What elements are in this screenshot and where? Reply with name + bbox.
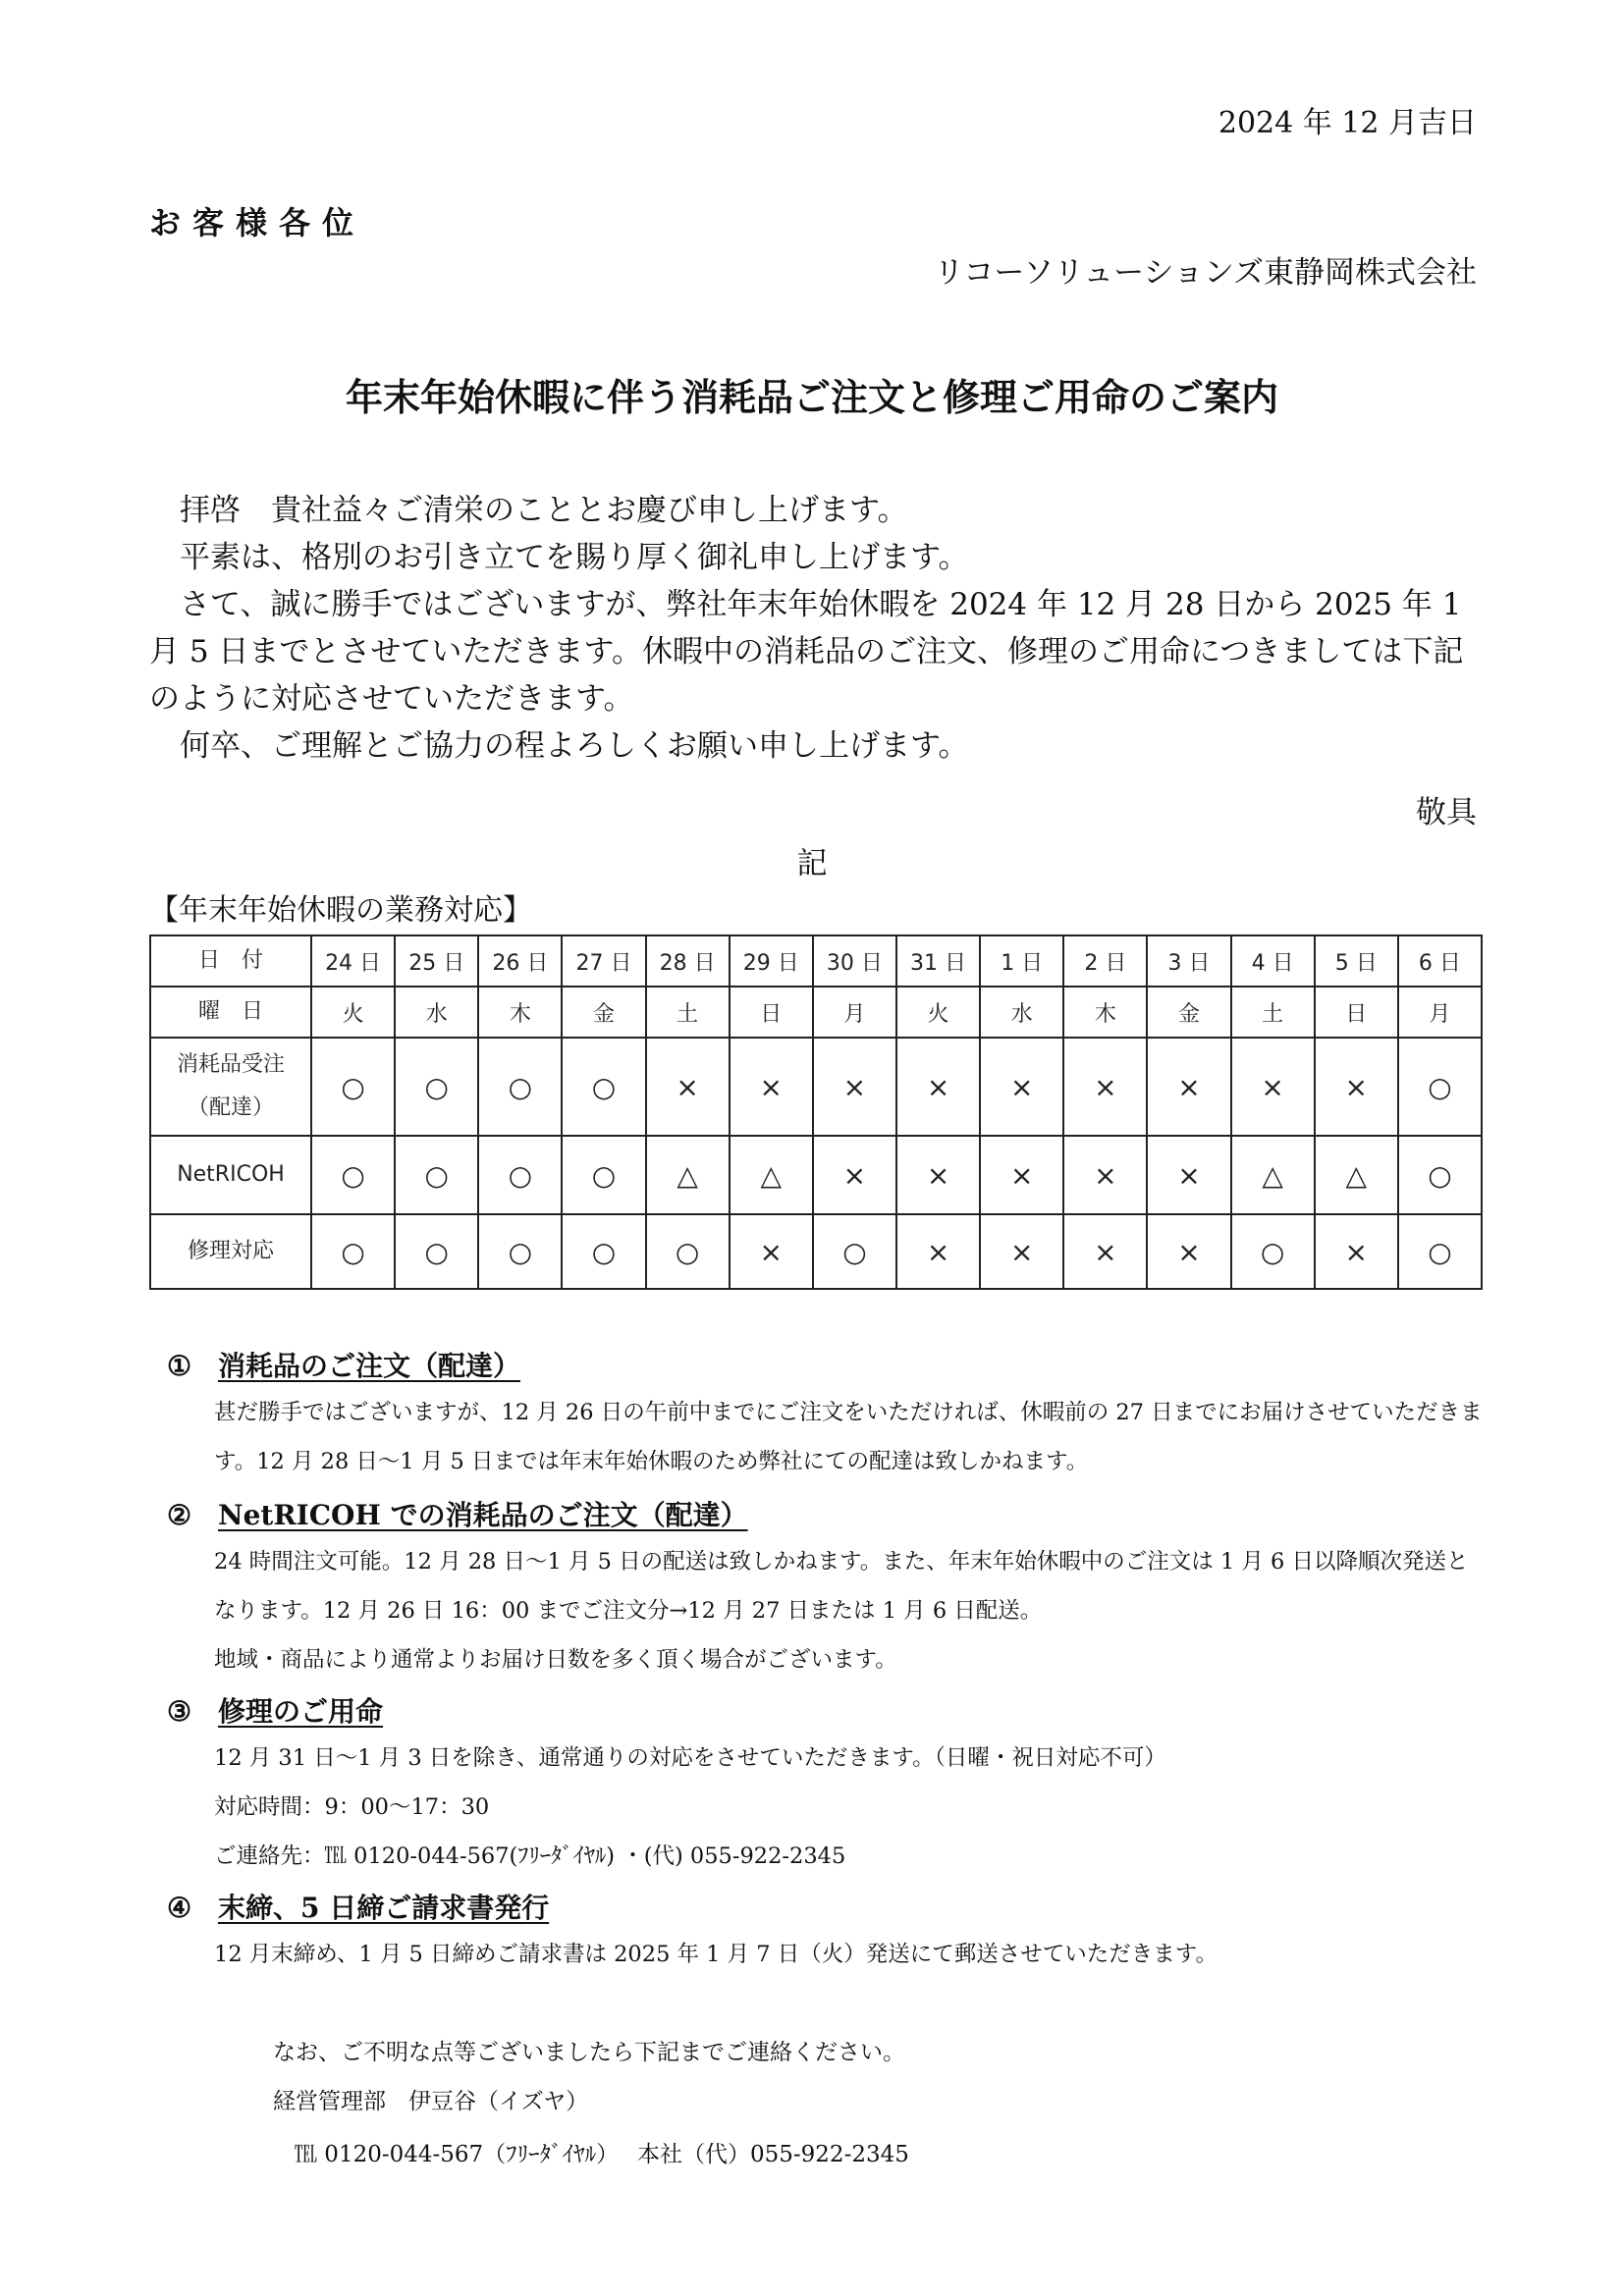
section-1-heading xyxy=(167,1345,520,1384)
repair-label: 修理対応 xyxy=(150,1214,311,1289)
date-cell: 1 日 xyxy=(980,935,1063,987)
date-cell: 27 日 xyxy=(562,935,645,987)
date-cell: 26 日 xyxy=(478,935,562,987)
status-mark: ○ xyxy=(395,1214,478,1289)
status-mark: × xyxy=(1147,1136,1230,1214)
weekday-cell: 水 xyxy=(980,987,1063,1038)
status-mark: × xyxy=(1147,1214,1230,1289)
netricoh-row xyxy=(150,1136,1482,1214)
status-mark: × xyxy=(1063,1038,1147,1136)
weekday-cell: 水 xyxy=(395,987,478,1038)
letter-body xyxy=(149,487,1485,770)
weekday-cell: 土 xyxy=(1231,987,1315,1038)
status-mark: ○ xyxy=(311,1038,395,1136)
status-mark: ○ xyxy=(562,1214,645,1289)
section-2-body xyxy=(214,1537,1490,1684)
date-row xyxy=(150,935,1482,987)
status-mark: △ xyxy=(730,1136,813,1214)
section-2-title: NetRICOH での消耗品のご注文（配達） xyxy=(218,1499,748,1531)
section-2-text: 24 時間注文可能。12 月 28 日～1 月 5 日の配送は致しかねます。また、年末年始休暇中のご注文は 1 月 6 日以降順次発送となります。12 月 26 日 16：00 までご注文分→12 月 27 日または 1 月 6 日配送。 xyxy=(214,1549,1469,1624)
closing-word: 敬具 xyxy=(1416,795,1477,830)
status-mark: × xyxy=(813,1136,896,1214)
weekday-cell: 日 xyxy=(1315,987,1398,1038)
status-mark: ○ xyxy=(1398,1136,1482,1214)
weekday-cell: 土 xyxy=(646,987,730,1038)
section-4-heading xyxy=(167,1887,549,1926)
date-cell: 25 日 xyxy=(395,935,478,987)
holiday-paragraph: さて、誠に勝手ではございますが、弊社年末年始休暇を 2024 年 12 月 28 日から 2025 年 1 月 5 日までとさせていただきます。休暇中の消耗品のご注文、修理のご用命につきましては下記のように対応させていただきます。 xyxy=(149,587,1464,717)
status-mark: ○ xyxy=(478,1214,562,1289)
status-mark: × xyxy=(1063,1214,1147,1289)
date-cell: 6 日 xyxy=(1398,935,1482,987)
weekday-cell: 木 xyxy=(1063,987,1147,1038)
document-title: 年末年始休暇に伴う消耗品ご注文と修理ご用命のご案内 xyxy=(345,375,1278,419)
section-1-body xyxy=(214,1388,1490,1486)
section-2-heading xyxy=(167,1494,748,1533)
status-mark: ○ xyxy=(478,1038,562,1136)
status-mark: × xyxy=(813,1038,896,1136)
status-mark: × xyxy=(730,1214,813,1289)
section-3-title: 修理のご用命 xyxy=(218,1695,384,1728)
schedule-table xyxy=(149,934,1483,1290)
status-mark: ○ xyxy=(1231,1214,1315,1289)
weekday-cell: 火 xyxy=(311,987,395,1038)
section-3-number: ③ xyxy=(167,1695,192,1728)
weekday-cell: 金 xyxy=(562,987,645,1038)
section-3-heading xyxy=(167,1690,383,1730)
section-3-hours: 対応時間：9：00～17：30 xyxy=(214,1794,490,1820)
date-cell: 5 日 xyxy=(1315,935,1398,987)
supplies-order-label-line2: （配達） xyxy=(187,1095,274,1120)
status-mark: × xyxy=(730,1038,813,1136)
section-4-body xyxy=(214,1930,1490,1979)
section-1-text: 甚だ勝手ではございますが、12 月 26 日の午前中までにご注文をいただければ、休暇前の 27 日までにお届けさせていただきます。12 月 28 日～1 月 5 日までは年末年始休暇のため弊社にての配達は致しかねます。 xyxy=(214,1400,1483,1474)
request-paragraph: 何卒、ご理解とご協力の程よろしくお願い申し上げます。 xyxy=(180,728,969,764)
netricoh-label: NetRICOH xyxy=(150,1136,311,1214)
status-mark: ○ xyxy=(562,1038,645,1136)
date-row-label: 日 付 xyxy=(150,935,311,987)
schedule-table-title: 【年末年始休暇の業務対応】 xyxy=(149,893,532,928)
supplies-order-label-line1: 消耗品受注 xyxy=(176,1052,285,1077)
status-mark: ○ xyxy=(311,1214,395,1289)
date-cell: 24 日 xyxy=(311,935,395,987)
section-3-text: 12 月 31 日～1 月 3 日を除き、通常通りの対応をさせていただきます。（日曜・祝日対応不可） xyxy=(214,1745,1166,1771)
section-3-body xyxy=(214,1734,1490,1881)
status-mark: × xyxy=(1315,1214,1398,1289)
status-mark: ○ xyxy=(1398,1038,1482,1136)
status-mark: △ xyxy=(646,1136,730,1214)
weekday-cell: 日 xyxy=(730,987,813,1038)
status-mark: × xyxy=(896,1136,980,1214)
issue-date: 2024 年 12 月吉日 xyxy=(1218,106,1477,140)
weekday-row-label: 曜 日 xyxy=(150,987,311,1038)
status-mark: ○ xyxy=(311,1136,395,1214)
date-cell: 30 日 xyxy=(813,935,896,987)
status-mark: ○ xyxy=(646,1214,730,1289)
sender-company: リコーソリューションズ東静岡株式会社 xyxy=(933,255,1477,291)
date-cell: 29 日 xyxy=(730,935,813,987)
ki-heading: 記 xyxy=(796,846,828,881)
weekday-cell: 木 xyxy=(478,987,562,1038)
section-2-number: ② xyxy=(167,1499,192,1531)
status-mark: × xyxy=(980,1214,1063,1289)
section-1-number: ① xyxy=(167,1350,192,1382)
status-mark: × xyxy=(1231,1038,1315,1136)
status-mark: × xyxy=(646,1038,730,1136)
status-mark: △ xyxy=(1231,1136,1315,1214)
thanks-paragraph: 平素は、格別のお引き立てを賜り厚く御礼申し上げます。 xyxy=(180,540,969,575)
section-4-title: 末締、5 日締ご請求書発行 xyxy=(218,1892,550,1924)
status-mark: × xyxy=(896,1214,980,1289)
status-mark: ○ xyxy=(395,1136,478,1214)
supplies-order-row xyxy=(150,1038,1482,1136)
supplies-order-label xyxy=(150,1038,311,1136)
status-mark: × xyxy=(980,1038,1063,1136)
status-mark: × xyxy=(1147,1038,1230,1136)
status-mark: × xyxy=(1063,1136,1147,1214)
status-mark: ○ xyxy=(395,1038,478,1136)
weekday-row xyxy=(150,987,1482,1038)
status-mark: ○ xyxy=(478,1136,562,1214)
section-1-title: 消耗品のご注文（配達） xyxy=(218,1350,521,1382)
status-mark: ○ xyxy=(1398,1214,1482,1289)
weekday-cell: 金 xyxy=(1147,987,1230,1038)
date-cell: 28 日 xyxy=(646,935,730,987)
footer-inquiry: なお、ご不明な点等ございましたら下記までご連絡ください。 xyxy=(273,2040,905,2065)
section-2-note: 地域・商品により通常よりお届け日数を多く頂く場合がございます。 xyxy=(214,1647,897,1673)
date-cell: 3 日 xyxy=(1147,935,1230,987)
status-mark: △ xyxy=(1315,1136,1398,1214)
greeting-paragraph: 拝啓 貴社益々ご清栄のこととお慶び申し上げます。 xyxy=(180,493,908,528)
date-cell: 4 日 xyxy=(1231,935,1315,987)
footer-department: 経営管理部 伊豆谷（イズヤ） xyxy=(273,2089,589,2114)
section-4-text: 12 月末締め、1 月 5 日締めご請求書は 2025 年 1 月 7 日（火）発送にて郵送させていただきます。 xyxy=(214,1942,1218,1967)
status-mark: × xyxy=(980,1136,1063,1214)
status-mark: ○ xyxy=(813,1214,896,1289)
weekday-cell: 火 xyxy=(896,987,980,1038)
repair-row xyxy=(150,1214,1482,1289)
weekday-cell: 月 xyxy=(813,987,896,1038)
section-4-number: ④ xyxy=(167,1892,192,1924)
weekday-cell: 月 xyxy=(1398,987,1482,1038)
date-cell: 31 日 xyxy=(896,935,980,987)
status-mark: × xyxy=(1315,1038,1398,1136)
section-3-contact: ご連絡先：℡ 0120-044-567(ﾌﾘｰﾀﾞｲﾔﾙ) ・(代) 055-922-2345 xyxy=(214,1843,846,1869)
footer-phone: ℡ 0120-044-567（ﾌﾘｰﾀﾞｲﾔﾙ） 本社（代）055-922-2345 xyxy=(295,2142,909,2167)
status-mark: ○ xyxy=(562,1136,645,1214)
date-cell: 2 日 xyxy=(1063,935,1147,987)
status-mark: × xyxy=(896,1038,980,1136)
recipient: お客様各位 xyxy=(149,204,366,241)
